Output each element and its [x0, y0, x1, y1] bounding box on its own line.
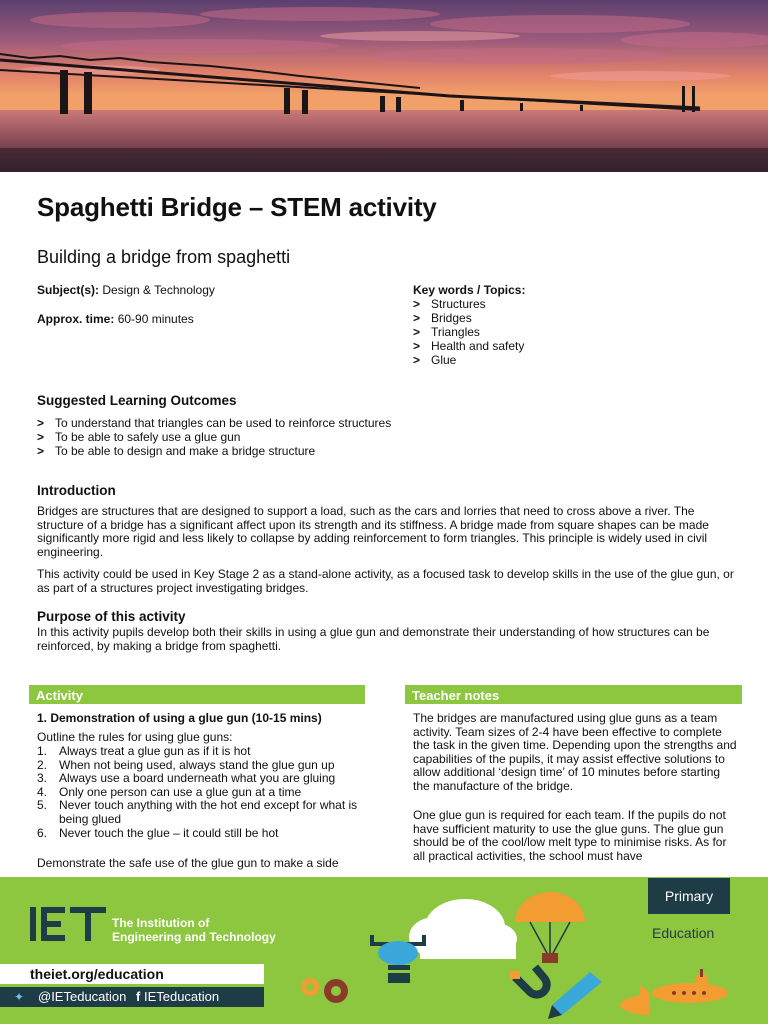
activity-intro: Outline the rules for using glue guns: — [37, 730, 233, 744]
list-item: > To be able to safely use a glue gun — [37, 430, 727, 444]
list-item: 3. Always use a board underneath what you are gluing — [37, 771, 336, 786]
list-item: 1. Always treat a glue gun as if it is hot — [37, 744, 251, 758]
twitter-icon: ✦ — [14, 990, 25, 1004]
keywords-title: Key words / Topics: — [413, 283, 526, 297]
activity-step-title: 1. Demonstration of using a glue gun (10-15 mins) — [37, 711, 322, 725]
primary-badge: Primary — [648, 878, 730, 914]
list-item: > Triangles — [413, 325, 525, 339]
glue-gun-rules-list — [37, 745, 367, 840]
social-handles — [0, 987, 264, 1007]
outcomes-list — [37, 416, 727, 458]
org-name — [112, 916, 276, 944]
submarine-illustration — [640, 967, 730, 1017]
org-name-line-1: The Institution of — [112, 916, 210, 930]
page-subtitle: Building a bridge from spaghetti — [37, 247, 291, 267]
list-item: 6. Never touch the glue – it could still be hot — [37, 825, 279, 840]
introduction-heading: Introduction — [37, 483, 116, 498]
page-title: Spaghetti Bridge – STEM activity — [37, 192, 437, 222]
purpose-text: In this activity pupils develop both their skills in using a glue gun and demonstrate their understanding of how structures can be reinforced, by making a bridge from spaghetti. — [37, 625, 710, 653]
list-item: 4. Only one person can use a glue gun at a time — [37, 784, 302, 799]
introduction-paragraph-2: This activity could be used in Key Stage 2 as a stand-alone activity, as a focused task to develop skills in the use of the glue gun, or as part of a structures project investigating bridges. — [37, 567, 734, 595]
parachute-icon — [515, 892, 585, 963]
keywords-list — [413, 297, 525, 367]
pencil-icon — [548, 972, 602, 1019]
list-item: > Bridges — [413, 311, 525, 325]
outcomes-heading: Suggested Learning Outcomes — [37, 393, 237, 408]
keywords-block — [413, 283, 525, 367]
iet-logo — [30, 907, 108, 941]
list-item: > To be able to design and make a bridge structure — [37, 444, 727, 458]
subject-value: Design & Technology — [102, 283, 215, 297]
introduction-paragraph-1: Bridges are structures that are designed to support a load, such as the cars and lorries that need to cross above a river. The structure of a bridge has a significant affect upon its strength and its stiffness. A bridge made from square shapes can be made significantly more rigid and less likely to collapse by adding reinforcement to form triangles. This principle is widely used in civil engineering. — [37, 504, 709, 559]
education-label: Education — [652, 925, 715, 941]
list-item: > To understand that triangles can be used to reinforce structures — [37, 416, 727, 430]
hero-bridge-image — [0, 0, 768, 172]
purpose-heading: Purpose of this activity — [37, 609, 186, 624]
website-url[interactable]: theiet.org/education — [0, 964, 264, 984]
subject-line — [37, 283, 215, 297]
iet-logo-mark — [30, 907, 108, 941]
footer-illustrations — [290, 887, 650, 1024]
list-item: 2. When not being used, always stand the glue gun up — [37, 757, 335, 772]
facebook-icon: f — [135, 989, 141, 1004]
teacher-notes-paragraph-1: The bridges are manufactured using glue guns as a team activity. Team sizes of 2-4 have been effective to complete the task in the given time. Depending upon the strengths and capabilities of the pupils, it may assist effective solutions to allow additional ‘design time’ of 10 minutes before starting the manufacture of the bridge. — [413, 711, 737, 793]
list-item: > Glue — [413, 353, 525, 367]
gears-icon — [301, 978, 348, 1003]
facebook-handle[interactable]: IETeducation — [143, 989, 220, 1004]
twitter-handle[interactable]: @IETeducation — [38, 989, 127, 1004]
time-line — [37, 312, 194, 326]
teacher-notes-bar: Teacher notes — [405, 685, 742, 704]
magnet-icon — [510, 967, 547, 995]
time-label: Approx. time: — [37, 312, 115, 326]
list-item: > Health and safety — [413, 339, 525, 353]
drone-icon — [370, 935, 426, 983]
activity-closing: Demonstrate the safe use of the glue gun to make a side — [37, 856, 339, 870]
activity-bar: Activity — [29, 685, 365, 704]
subject-label: Subject(s): — [37, 283, 100, 297]
list-item: 5. Never touch anything with the hot end except for what is being glued — [37, 798, 358, 826]
org-name-line-2: Engineering and Technology — [112, 930, 276, 944]
teacher-notes-paragraph-2: One glue gun is required for each team. If the pupils do not have sufficient maturity to use the glue guns. The glue gun should be of the cool/low melt type to minimise risks. As for all practical activities, the school must have — [413, 809, 727, 863]
list-item: > Structures — [413, 297, 525, 311]
time-value: 60-90 minutes — [117, 312, 194, 326]
cloud-icon — [409, 899, 517, 959]
